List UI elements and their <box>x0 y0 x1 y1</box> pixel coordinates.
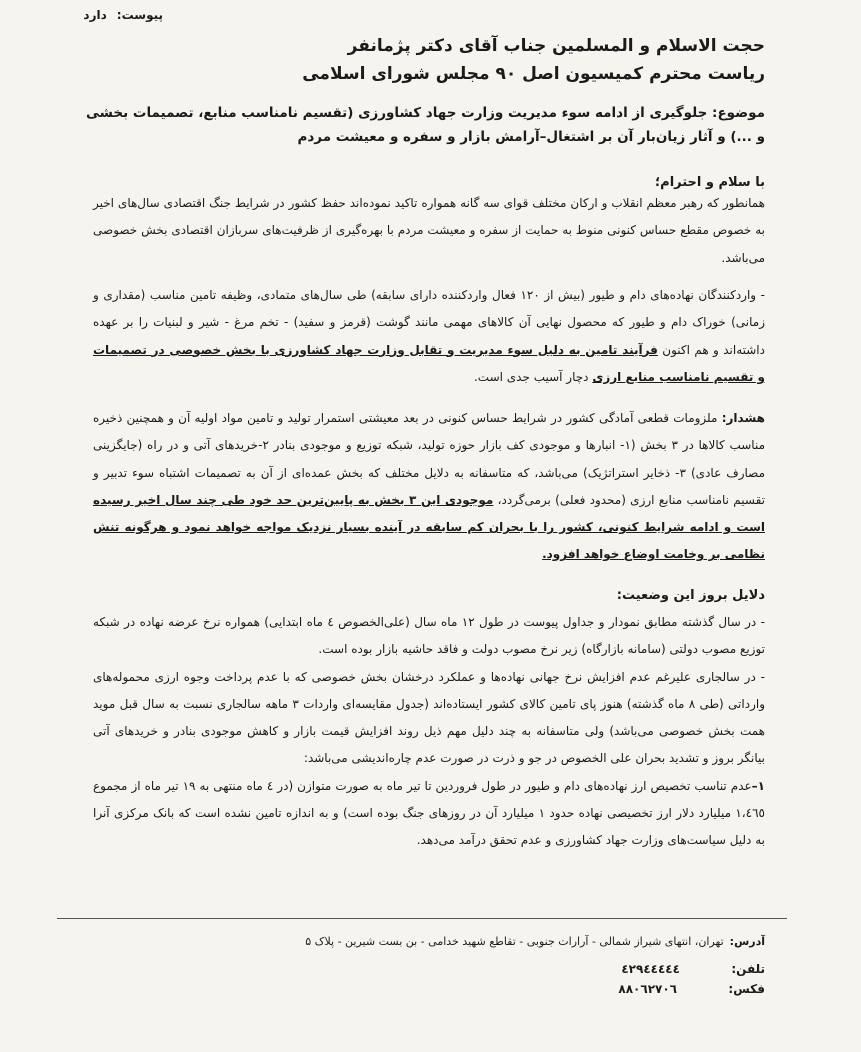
address-label: آدرس: <box>729 935 765 948</box>
fax-label: فکس: <box>728 982 765 996</box>
paragraph-1: همانطور که رهبر معظم انقلاب و ارکان مختلف قوای سه گانه همواره تاکید نموده‌اند حفظ کشور در شرایط جنگ اقتصادی سال‌های اخیر به خصوص مقطع حساس کنونی منوط به حمایت از سفره و معیشت مردم با بهره‌گیری از ظرفیت‌های سربازان اقتصادی بخش خصوصی می‌باشد. <box>93 196 765 265</box>
footer-divider <box>57 918 787 919</box>
footer-fax <box>618 982 765 996</box>
warning-text: ملزومات قطعی آمادگی کشور در شرایط حساس کنونی در بعد معیشتی استمرار تولید و تامین مواد اولیه آن و همچنین ذخیره مناسب کالاها در ۳ بخش (۱- انبارها و موجودی کف بازار حوزه تولید، شبکه توزیع و موجودی بنادر ۲-خریدهای آتی و در راه (جایگزینی مصارف عادی) ۳- ذخایر استراتژیک) می‌باشد، که متاسفانه به دلایل مختلف که بخش عمده‌ای از آن به تصمیمات اشتباه سوء تدبیر و تقسیم نامناسب منابع ارزی (محدود فعلی) برمی‌گردد، <box>93 411 766 507</box>
paragraph-2-emphasis: فرآیند تامین به دلیل سوء مدیریت و تقابل وزارت جهاد کشاورزی با بخش خصوصی در تصمیمات و تقسیم نامناسب منابع ارزی <box>93 342 765 384</box>
attachment-value: دارد <box>83 8 107 22</box>
address-text: تهران، انتهای شیراز شمالی - آرارات جنوبی - تقاطع شهید خدامی - بن بست شیرین - پلاک ۵ <box>305 935 724 948</box>
phone-number: ٤٢٩٤٤٤٤٤ <box>621 962 680 976</box>
paragraph-2-tail: دچار آسیب جدی است. <box>473 369 589 384</box>
paragraph-2 <box>93 282 765 391</box>
attachment-label: پیوست: <box>116 8 163 22</box>
attachment-line <box>73 8 163 22</box>
subject-text: جلوگیری از ادامه سوء مدیریت وزارت جهاد کشاورزی (تقسیم نامناسب منابع، تصمیمات بخشی و ...) و آثار زیان‌بار آن بر اشتغال–آرامش بازار و سفره و معیشت مردم <box>86 105 765 145</box>
warning-emphasis: موجودی این ۳ بخش به پایین‌ترین حد خود طی چند سال اخیر رسیده است و ادامه شرایط کنونی، کشور را با بحران کم سابقه در آینده بسیار نزدیک مواجه خواهد نمود و هرگونه تنش نظامی بر وخامت اوضاع خواهد افزود. <box>93 492 765 562</box>
footer-phone <box>621 962 765 976</box>
greeting: با سلام و احترام؛ <box>654 175 765 190</box>
paragraph-2-text: - واردکنندگان نهاده‌های دام و طیور (بیش از ۱۲۰ فعال واردکننده دارای سابقه) طی سال‌های متمادی، وظیفه تامین مناسب (مقداری و زمانی) خوراک دام و طیور که محصول نهایی آن کالاهای مهمی مانند گوشت (قرمز و سفید) - تخم مرغ - شیر و لبنیات را بر عهده داشته‌اند و هم اکنون <box>93 288 765 357</box>
paragraph-6-label: ۱– <box>751 778 765 793</box>
recipient-line-1: حجت الاسلام و المسلمین جناب آقای دکتر پژمانفر <box>347 36 765 56</box>
footer-address <box>305 935 765 948</box>
paragraph-6-text: عدم تناسب تخصیص ارز نهاده‌های دام و طیور در طول فروردین تا تیر ماه به صورت متوازن (در ٤ ماه منتهی به ۱۹ تیر ماه از مجموع ۱،٤٦٥ میلیارد دلار ارز تخصیصی نهاده حدود ۱ میلیارد آن در روزهای جنگ بوده است) و به اندازه تامین نشده است که بانک مرکزی آنرا به دلیل سیاست‌های وزارت جهاد کشاورزی و عدم تحقق درآمد می‌دهد. <box>93 778 765 848</box>
warning-label: هشدار: <box>721 411 765 425</box>
paragraph-5: - در سالجاری علیرغم عدم افزایش نرخ جهانی نهاده‌ها و عملکرد درخشان بخش خصوصی که با عدم پرداخت وجوه ارزی محموله‌های وارداتی (طی ۸ ماه گذشته) هنوز پای تامین کالای کشور ایستاده‌اند (جدول مقایسه‌ای واردات ۳ ماهه سالجاری نسبت به سال قبل موید همت بخش خصوصی می‌باشد) ولی متاسفانه به چند دلیل مهم ذیل روند افزایش قیمت بازار و کاهش موجودی بنادر و خریدهای آتی بیانگر بروز و تشدید بحران علی الخصوص در جو و ذرت در صورت عدم چاره‌اندیشی می‌باشد: <box>93 669 765 766</box>
subject <box>85 101 765 149</box>
fax-number: ٨٨٠٦٢٧٠٦ <box>618 982 677 996</box>
recipient-line-2: ریاست محترم کمیسیون اصل ۹۰ مجلس شورای اسلامی <box>302 64 765 84</box>
paragraph-6 <box>93 773 765 855</box>
warning-paragraph <box>93 405 765 569</box>
subject-label: موضوع: <box>712 105 765 121</box>
phone-label: تلفن: <box>731 962 765 976</box>
reasons-block <box>93 609 765 855</box>
section-title: دلایل بروز این وضعیت: <box>616 588 765 603</box>
paragraph-4: - در سال گذشته مطابق نمودار و جداول پیوست در طول ۱۲ ماه سال (علی‌الخصوص ٤ ماه ابتدایی) همواره نرخ عرضه نهاده در شبکه توزیع مصوب دولتی (سامانه بازارگاه) زیر نرخ مصوب دولت و فاقد حاشیه بازار بوده است. <box>93 615 765 657</box>
